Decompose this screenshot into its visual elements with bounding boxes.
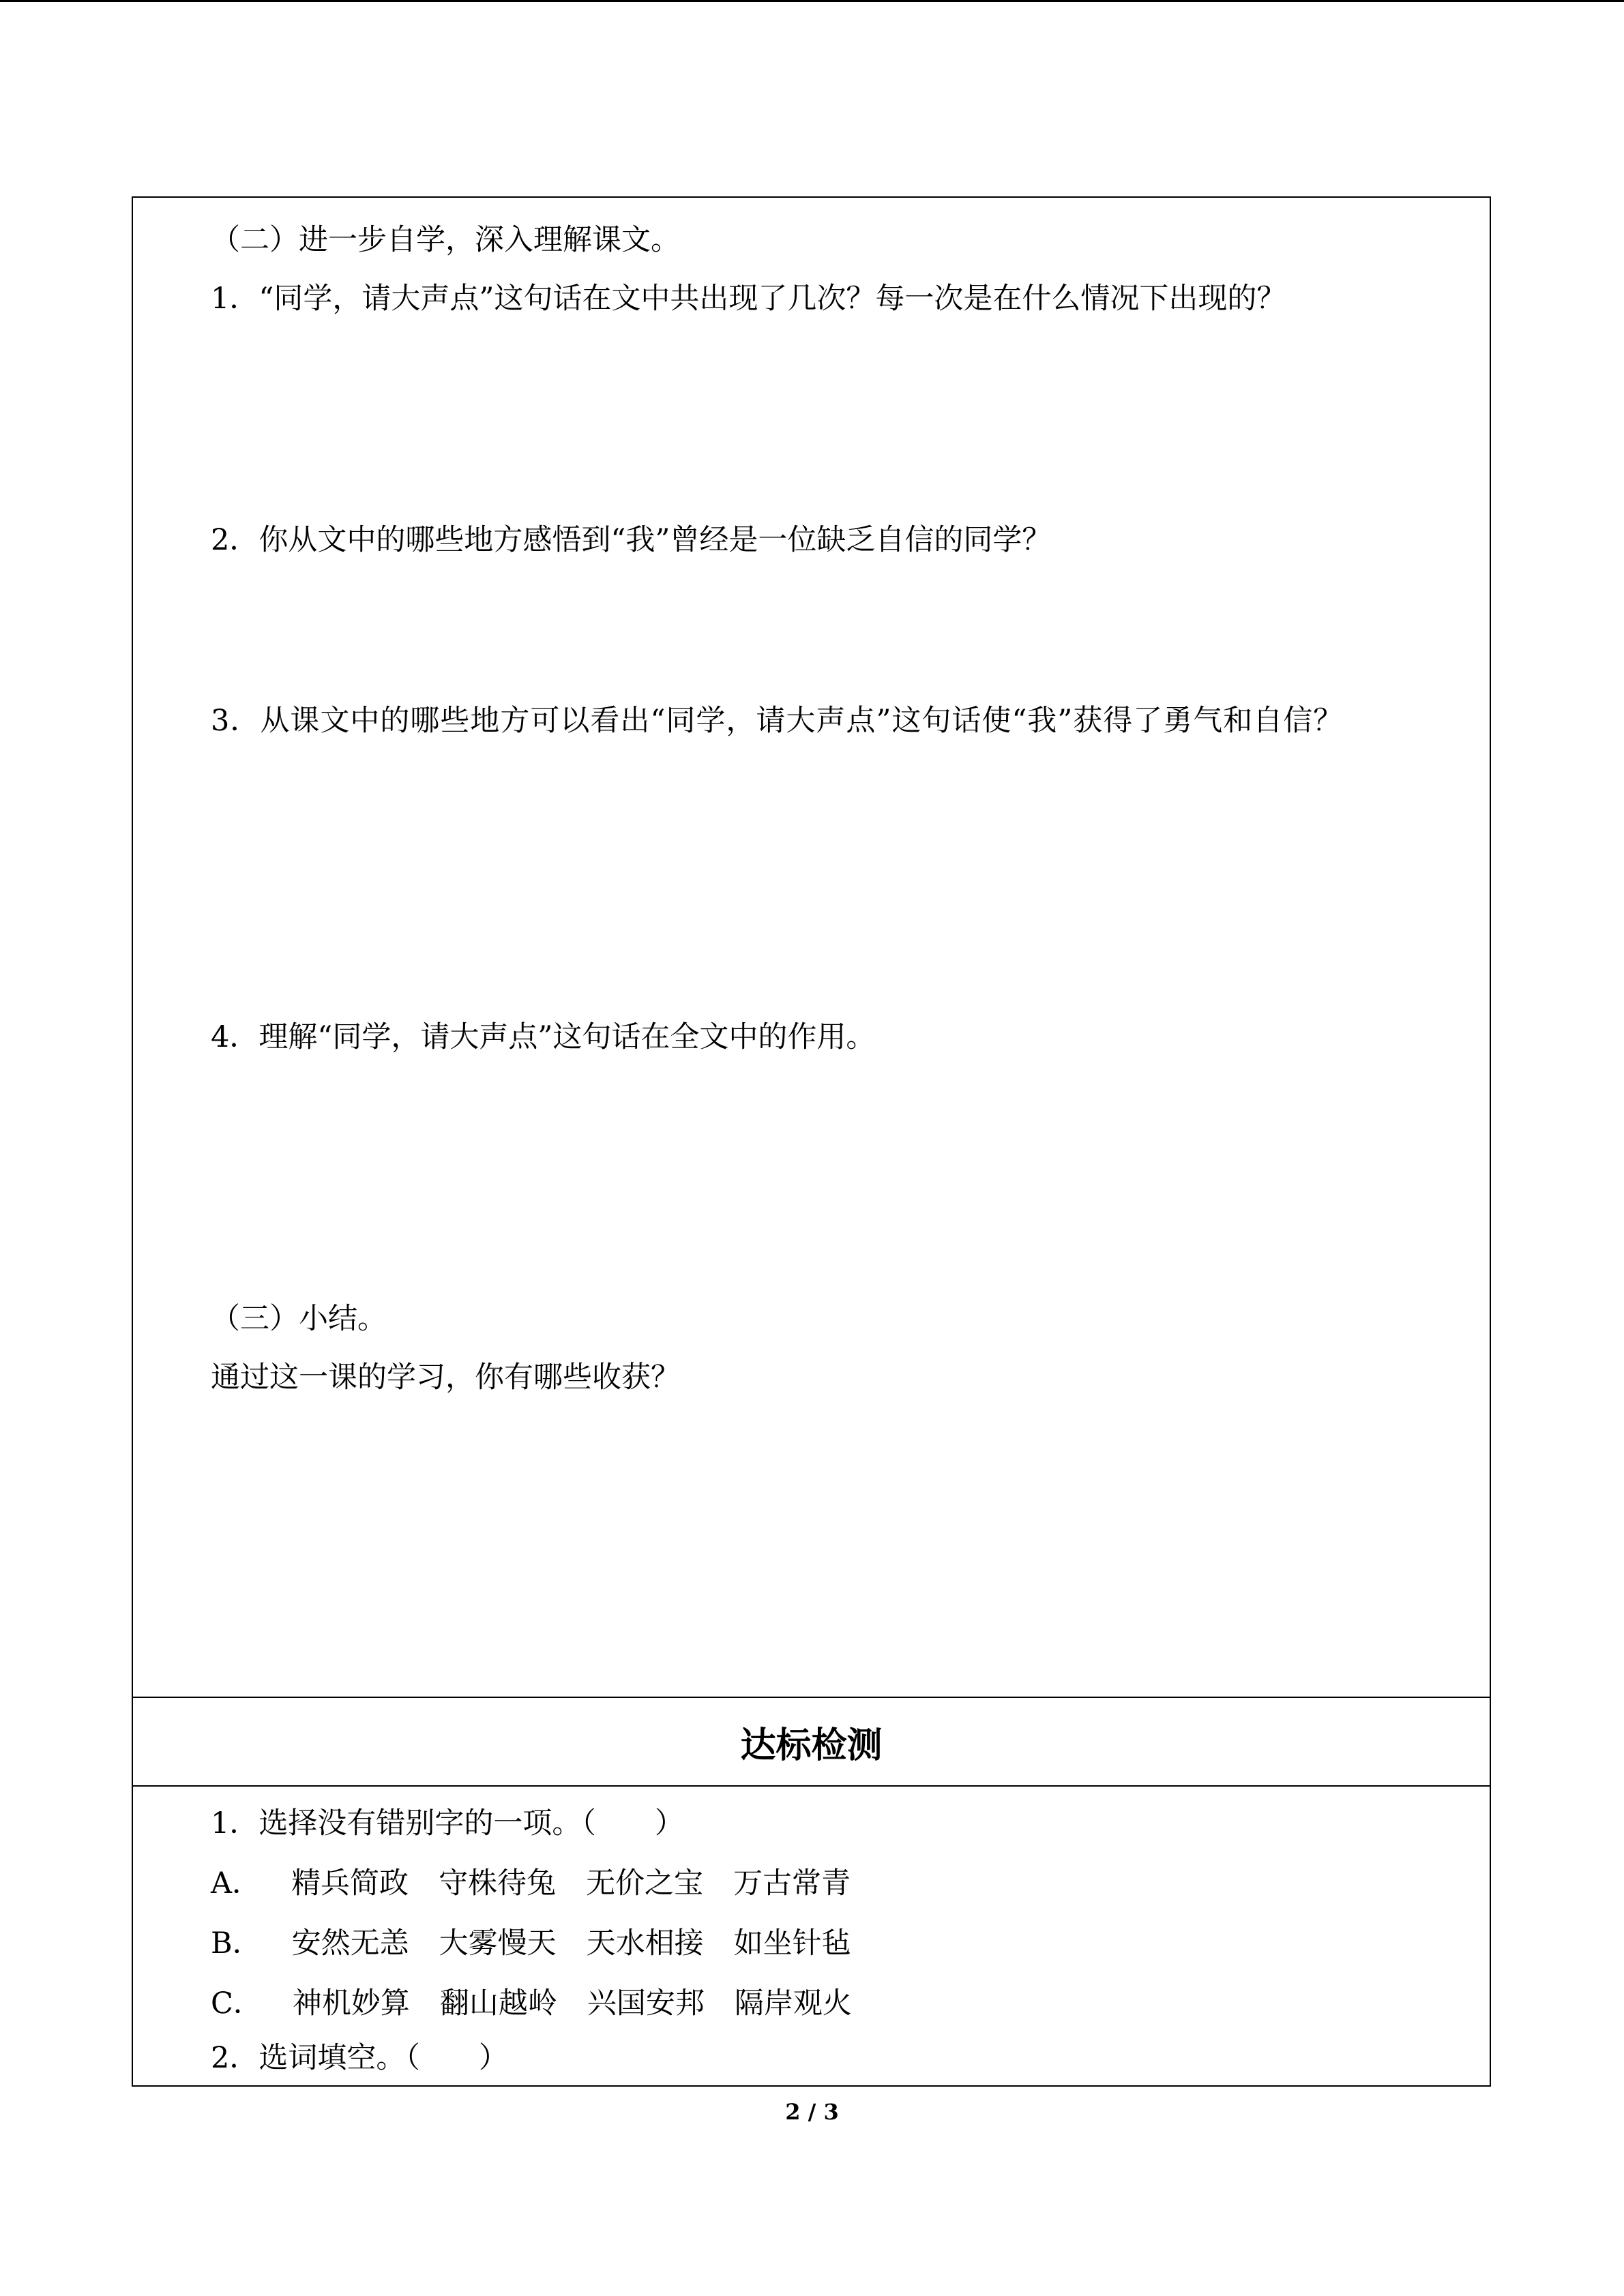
idiom: 大雾慢天 (439, 1926, 557, 1960)
idiom: 神机妙算 (292, 1986, 410, 2021)
idiom: 隔岸观火 (734, 1986, 852, 2021)
idiom: 安然无恙 (291, 1926, 409, 1960)
test-section-heading: 达标检测 (133, 1698, 1490, 1787)
self-study-intro: （二）进一步自学，深入理解课文。 (211, 223, 680, 257)
test-question-1: 1．选择没有错别字的一项。（ ） (211, 1806, 684, 1840)
idiom: 守株待兔 (439, 1866, 557, 1900)
idiom: 兴国安邦 (587, 1986, 705, 2021)
question-4: 4．理解“同学，请大声点”这句话在全文中的作用。 (211, 1020, 876, 1054)
idiom: 翻山越岭 (439, 1986, 557, 2021)
question-3: 3．从课文中的哪些地方可以看出“同学，请大声点”这句话使“我”获得了勇气和自信？ (211, 704, 1344, 738)
option-a (211, 1864, 851, 1903)
idiom: 无价之宝 (586, 1866, 704, 1900)
option-c (211, 1984, 852, 2023)
question-2: 2．你从文中的哪些地方感悟到“我”曾经是一位缺乏自信的同学？ (211, 523, 1052, 557)
worksheet-table (132, 196, 1491, 2087)
option-b (211, 1924, 851, 1963)
page-number: 2 / 3 (785, 2099, 839, 2125)
self-study-section (133, 198, 1490, 1698)
test-section (133, 1787, 1490, 2085)
top-border-line (0, 0, 1624, 2)
idiom: 精兵简政 (291, 1866, 409, 1900)
idiom: 万古常青 (733, 1866, 851, 1900)
idiom: 天水相接 (586, 1926, 704, 1960)
test-question-2: 2．选词填空。（ ） (211, 2041, 508, 2075)
idiom: 如坐针毡 (733, 1926, 851, 1960)
option-label: A． (211, 1866, 262, 1900)
option-label: B． (211, 1926, 262, 1960)
option-label: C． (211, 1986, 263, 2021)
summary-question: 通过这一课的学习，你有哪些收获？ (211, 1360, 680, 1395)
summary-title: （三）小结。 (211, 1302, 387, 1336)
question-1: 1．“同学，请大声点”这句话在文中共出现了几次？每一次是在什么情况下出现的？ (211, 282, 1286, 316)
